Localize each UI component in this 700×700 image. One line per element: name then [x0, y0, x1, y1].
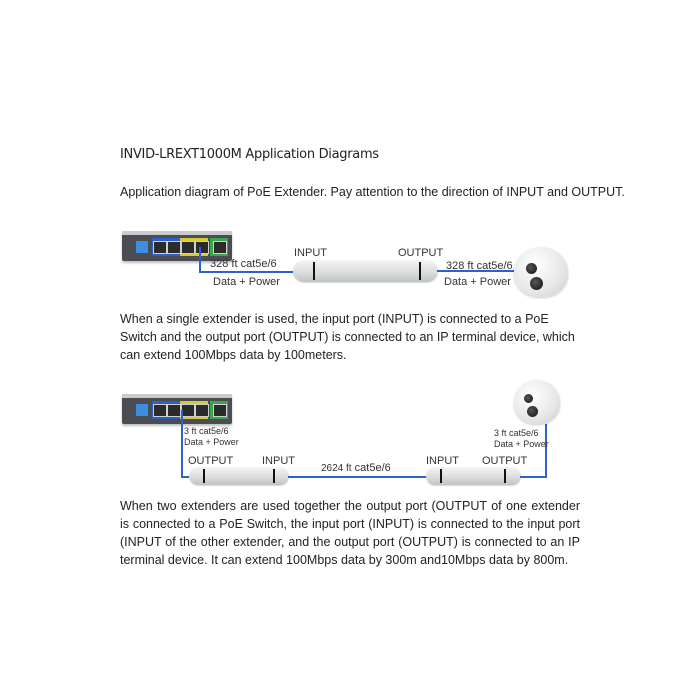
- cable-note-label: Data + Power: [184, 437, 239, 447]
- extender-output-label: OUTPUT: [482, 455, 528, 467]
- dual-extender-description: When two extenders are used together the output port (OUTPUT of one extender is connected to a PoE Switch, the input port (INPUT) is connected to the input port (INPUT of the other extender, and the output port (OUTPUT) is connected to an IP terminal device. It can extend 100Mbps data by 300m and10Mbps data by 800m.: [120, 499, 580, 567]
- cable-note-label: Data + Power: [444, 276, 511, 288]
- ip-camera-icon: [512, 378, 562, 428]
- cable-length-label: 3 ft cat5e/6: [184, 426, 229, 436]
- extender-output-label: OUTPUT: [188, 455, 234, 467]
- extender-input-label: INPUT: [294, 247, 327, 259]
- cable-length-label: 3 ft cat5e/6: [494, 428, 539, 438]
- cable-length-label: 328 ft cat5e/6: [210, 258, 277, 270]
- cable-note-label: Data + Power: [213, 276, 280, 288]
- cable-length-label: 328 ft cat5e/6: [446, 260, 513, 272]
- extender-input-label: INPUT: [426, 455, 459, 467]
- poe-extender-icon: [426, 467, 521, 485]
- poe-switch-icon: [122, 394, 232, 424]
- poe-extender-icon: [189, 467, 289, 485]
- page-title: INVID-LREXT1000M Application Diagrams: [120, 147, 379, 162]
- extender-output-label: OUTPUT: [398, 247, 444, 259]
- extender-input-label: INPUT: [262, 455, 295, 467]
- diagram-instruction: Application diagram of PoE Extender. Pay attention to the direction of INPUT and OUTPUT.: [120, 185, 625, 199]
- cable-note-label: Data + Power: [494, 439, 549, 449]
- cable-length-label: 2624 ft cat5e/6: [321, 462, 391, 474]
- single-extender-description: When a single extender is used, the input port (INPUT) is connected to a PoE Switch and the output port (OUTPUT) is connected to an IP terminal device, which can extend 100Mbps data by 100meters.: [120, 312, 575, 362]
